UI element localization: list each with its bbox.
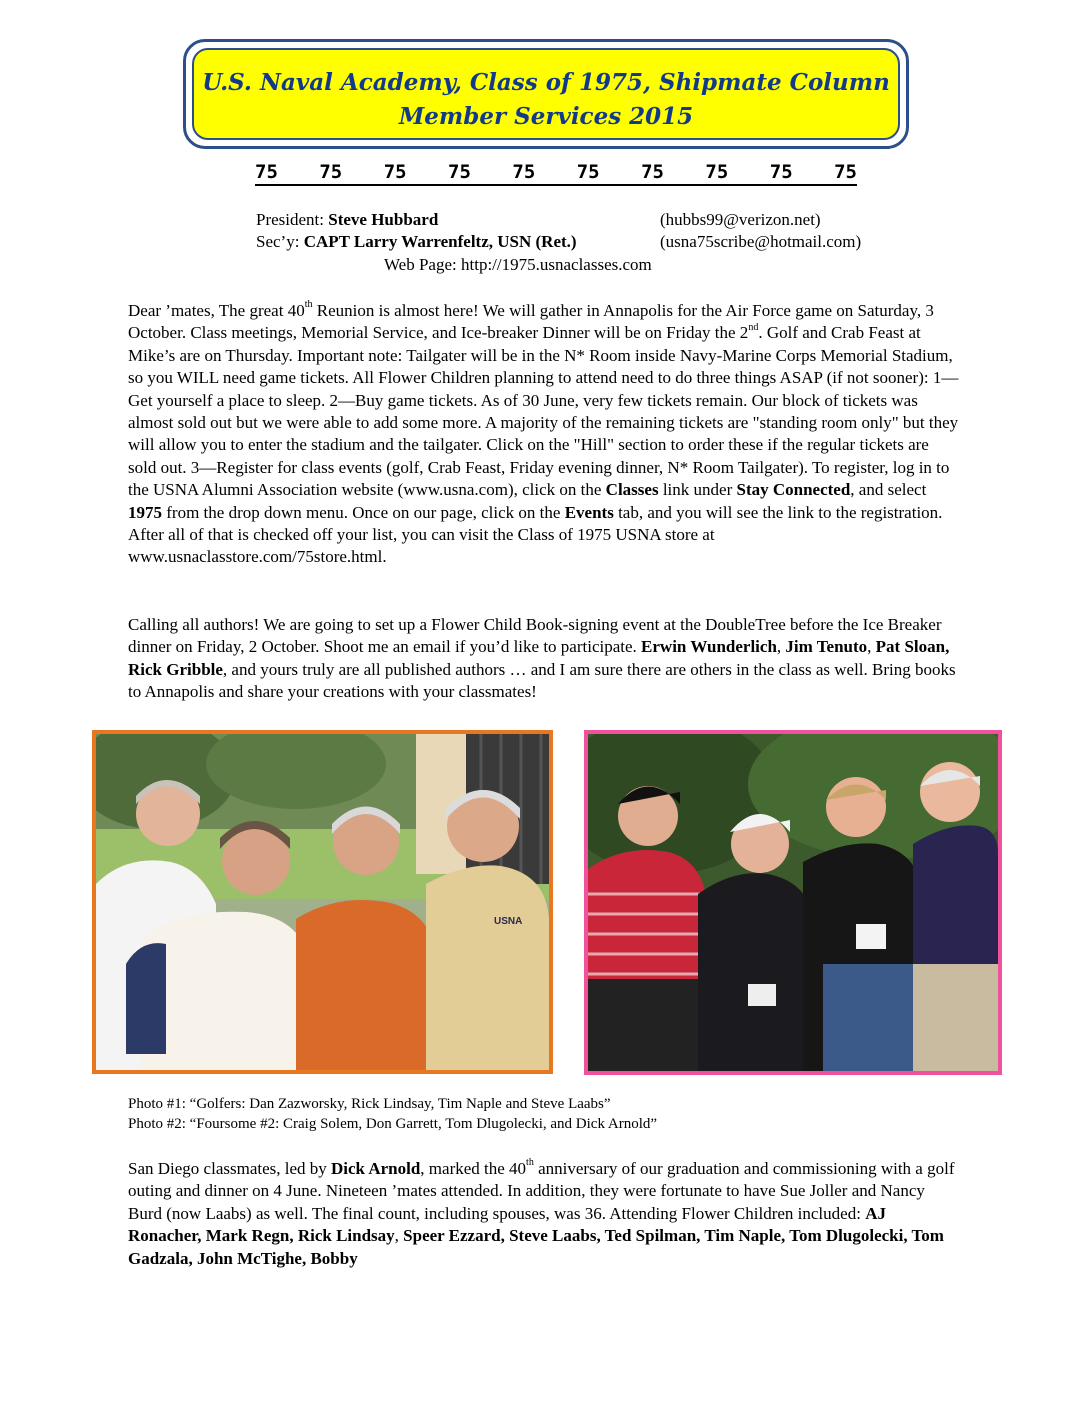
secretary-line bbox=[256, 231, 577, 253]
web-page: Web Page: http://1975.usnaclasses.com bbox=[384, 255, 652, 274]
photo-foursome-image bbox=[588, 734, 998, 1071]
class-number: 75 bbox=[512, 161, 536, 183]
class-number: 75 bbox=[769, 161, 793, 183]
president-label: President: bbox=[256, 210, 329, 229]
president-email: (hubbs99@verizon.net) bbox=[660, 210, 821, 229]
class-number: 75 bbox=[641, 161, 664, 183]
secretary-label: Sec’y: bbox=[256, 232, 304, 251]
class-number: 75 bbox=[448, 161, 471, 183]
class-number: 75 bbox=[834, 161, 857, 183]
photo-foursome bbox=[584, 730, 1002, 1075]
class-number-row bbox=[255, 160, 857, 186]
class-number: 75 bbox=[576, 161, 600, 183]
secretary-email: (usna75scribe@hotmail.com) bbox=[660, 232, 862, 251]
photo-golfers-image bbox=[96, 734, 549, 1070]
class-number: 75 bbox=[319, 161, 343, 183]
caption-photo-2: Photo #2: “Foursome #2: Craig Solem, Don Garrett, Tom Dlugolecki, and Dick Arnold” bbox=[128, 1116, 658, 1132]
authors-paragraph: Calling all authors! We are going to set up a Flower Child Book-signing event at the DoubleTree before the Ice Breaker dinner on Friday, 2 October. Shoot me an email if you’d like to participate. Erwin Wunderlich, Jim Tenuto, Pat Sloan, Rick Gribble, and yours truly are all published authors … and I am sure there are others in the class as well. Bring books to Annapolis and share your creations with your classmates! bbox=[128, 615, 956, 702]
title-banner bbox=[183, 39, 909, 149]
banner-subtitle: Member Services 2015 bbox=[398, 103, 694, 130]
secretary-name: CAPT Larry Warrenfeltz, USN (Ret.) bbox=[303, 232, 577, 251]
san-diego-paragraph: San Diego classmates, led by Dick Arnold, marked the 40th anniversary of our graduation and commissioning with a golf outing and dinner on 4 June. Nineteen ’mates attended. In addition, they were fortunate to have Sue Joller and Nancy Burd (now Laabs) as well. The final count, including spouses, was 36. Attending Flower Children included: AJ Ronacher, Mark Regn, Rick Lindsay, Speer Ezzard, Steve Laabs, Ted Spilman, Tim Naple, Tom Dlugolecki, Tom Gadzala, John McTighe, Bobby bbox=[128, 1157, 955, 1268]
class-number: 75 bbox=[255, 161, 278, 183]
photo-golfers bbox=[92, 730, 553, 1074]
class-number: 75 bbox=[383, 161, 407, 183]
class-number: 75 bbox=[705, 161, 729, 183]
title-banner-fill bbox=[192, 48, 900, 140]
reunion-paragraph: Dear ’mates, The great 40th Reunion is almost here! We will gather in Annapolis for the Air Force game on Saturday, 3 October. Class meetings, Memorial Service, and Ice-breaker Dinner will be on Friday the 2nd. Golf and Crab Feast at Mike’s are on Thursday. Important note: Tailgater will be in the N* Room inside Navy-Marine Corps Memorial Stadium, so you WILL need game tickets. All Flower Children planning to attend need to do three things ASAP (if not sooner): 1—Get yourself a place to sleep. 2—Buy game tickets. As of 30 June, very few tickets remain. Our block of tickets was almost sold out but we were able to add some more. A majority of the remaining tickets are "standing room only" but they will allow you to enter the stadium and the tailgater. Click on the "Hill" section to order these if the regular tickets are sold out. 3—Register for class events (golf, Crab Feast, Friday evening dinner, N* Room Tailgater). To register, log in to the USNA Alumni Association website (www.usna.com), click on the Classes link under Stay Connected, and select 1975 from the drop down menu. Once on our page, click on the Events tab, and you will see the link to the registration. After all of that is checked off your list, you can visit the Class of 1975 USNA store at www.usnaclasstore.com/75store.html. bbox=[128, 299, 959, 567]
svg-text:USNA: USNA bbox=[494, 916, 523, 927]
caption-photo-1: Photo #1: “Golfers: Dan Zazworsky, Rick Lindsay, Tim Naple and Steve Laabs” bbox=[128, 1096, 611, 1112]
banner-title: U.S. Naval Academy, Class of 1975, Shipmate Column bbox=[202, 69, 890, 96]
president-line bbox=[256, 209, 438, 231]
president-name: Steve Hubbard bbox=[328, 210, 439, 229]
